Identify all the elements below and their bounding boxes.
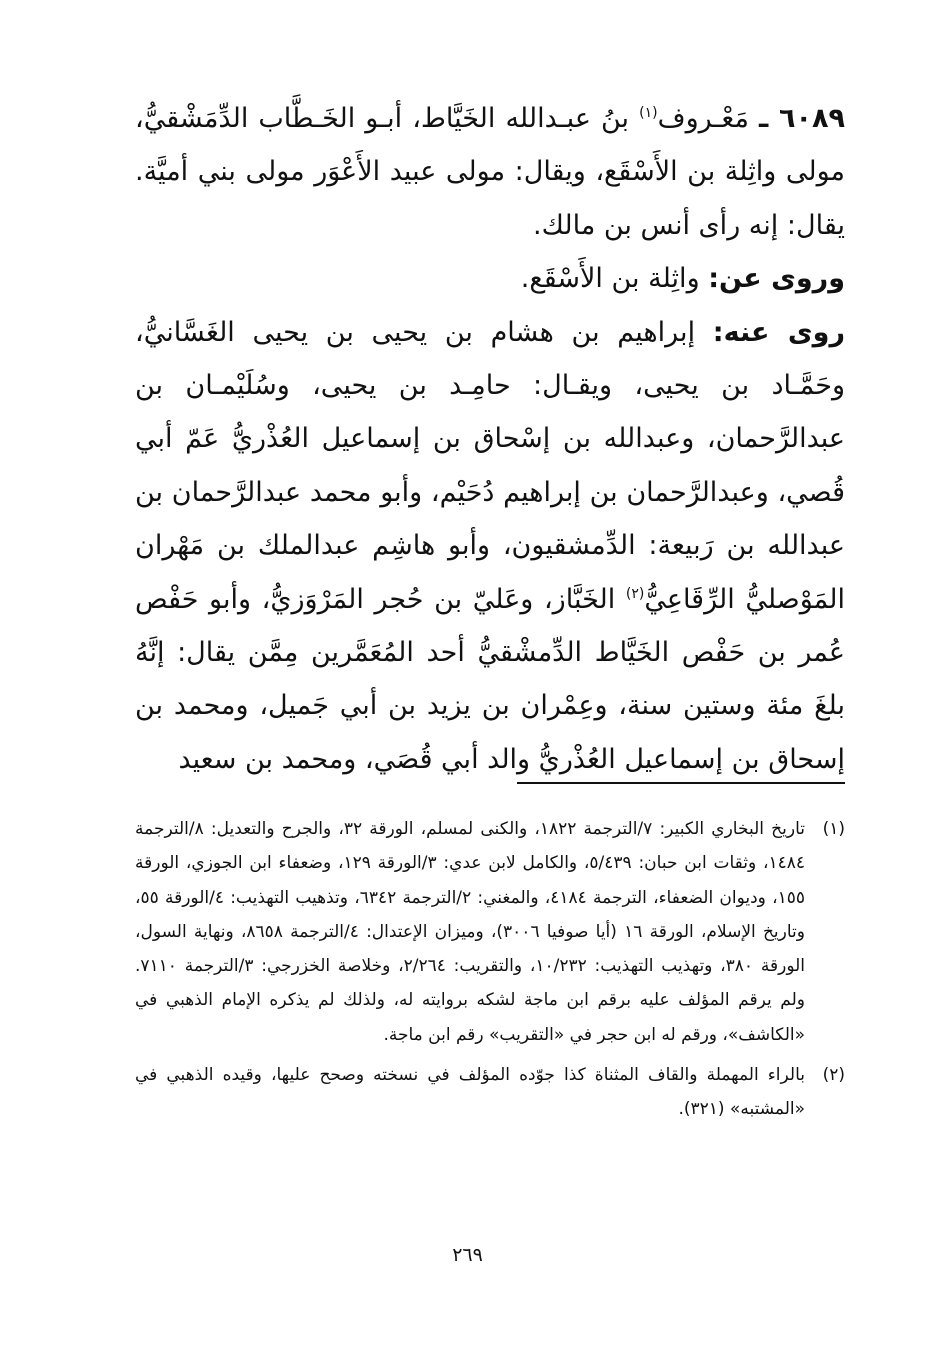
footnote-1 bbox=[135, 812, 845, 1052]
narrated-by-text-part-1: إبراهيم بن هشام بن يحيى بن يحيى الغَسَّانيُّ، وحَمَّـاد بن يحيى، ويقـال: حامِـد بن يحيى، وسُلَيْمـان بن عبدالرَّحمان، وعبدالله بن إسْحاق بن إسماعيل العُذْريُّ عَمّ أبي قُصي، وعبدالرَّحمان بن إبراهيم دُحَيْم، وأبو محمد عبدالرَّحمان بن عبدالله بن رَبيعة: الدِّمشقيون، وأبو هاشِم عبدالملك بن مَهْران المَوْصليُّ الرِّقَاعِيُّ bbox=[135, 316, 845, 615]
biography-entry bbox=[135, 92, 845, 786]
narrated-from-text: واثِلة بن الأَسْقَع. bbox=[520, 263, 700, 295]
footnote-text: بالراء المهملة والقاف المثناة كذا جوّده المؤلف في نسخته وصحح عليها، وقيده الذهبي في «المشتبه» (٣٢١). bbox=[135, 1065, 805, 1120]
narrated-by-paragraph bbox=[135, 306, 845, 787]
narrated-from-paragraph bbox=[135, 252, 845, 305]
narrated-by-text-part-2: الخَبَّاز، وعَليّ بن حُجر المَرْوَزيُّ، وأبو حَفْص عُمر بن حَفْص الخَيَّاط الدِّمشْقيُّ أحد المُعَمَّرين مِمَّن يقال: إنَّهُ بلغَ مئة وستين سنة، وعِمْران بن يزيد بن أبي جَميل، ومحمد بن إسحاق بن إسماعيل العُذْريُّ والد أبي قُصَي، ومحمد بن سعيد bbox=[135, 583, 845, 775]
entry-name: مَعْـروف bbox=[657, 103, 749, 134]
footnote-marker: (١) bbox=[822, 819, 845, 839]
entry-description: بنُ عبـدالله الخَيَّاط، أبـو الخَـطَّاب الدِّمَشْقيُّ، مولى واثِلة بن الأَسْقَع، ويقال: مولى عبيد الأَعْوَر مولى بني أميَّة. يقال: إنه رأى أنس بن مالك. bbox=[135, 103, 845, 241]
entry-number: ٦٠٨٩ ـ bbox=[758, 103, 845, 134]
footnote-marker: (٢) bbox=[822, 1065, 845, 1086]
footnotes-section bbox=[135, 812, 845, 1127]
narrated-from-label: وروى عن: bbox=[708, 263, 845, 295]
entry-heading-paragraph bbox=[135, 92, 845, 252]
narrated-by-label: روى عنه: bbox=[712, 316, 845, 348]
footnote-ref-1: (١) bbox=[639, 105, 658, 121]
footnote-divider bbox=[517, 782, 845, 784]
footnote-2 bbox=[135, 1058, 845, 1127]
page-number: ٢٦٩ bbox=[452, 1244, 483, 1266]
footnote-text: تاريخ البخاري الكبير: ٧/الترجمة ١٨٢٢، والكنى لمسلم، الورقة ٣٢، والجرح والتعديل: ٨/الترجمة ١٤٨٤، وثقات ابن حبان: ٥/٤٣٩، والكامل لابن عدي: ٣/الورقة ١٢٩، وضعفاء ابن الجوزي، الورقة ١٥٥، وديوان الضعفاء، الترجمة ٤١٨٤، والمغني: ٢/الترجمة ٦٣٤٢، وتذهيب التهذيب: ٤/الورقة ٥٥، وتاريخ الإسلام، الورقة ١٦ (أيا صوفيا ٣٠٠٦)، وميزان الإعتدال: ٤/الترجمة ٨٦٥٨، ونهاية السول، الورقة ٣٨٠، وتهذيب التهذيب: ١٠/٢٣٢، والتقريب: ٢/٢٦٤، وخلاصة الخزرجي: ٣/الترجمة ٧١١٠. ولم يرقم المؤلف عليه برقم ابن ماجة لشكه بروايته له، ولذلك لم يذكره الإمام الذهبي في «الكاشف»، ورقم له ابن حجر في «التقريب» رقم ابن ماجة. bbox=[135, 819, 806, 1045]
footnote-ref-2: (٢) bbox=[625, 585, 645, 602]
